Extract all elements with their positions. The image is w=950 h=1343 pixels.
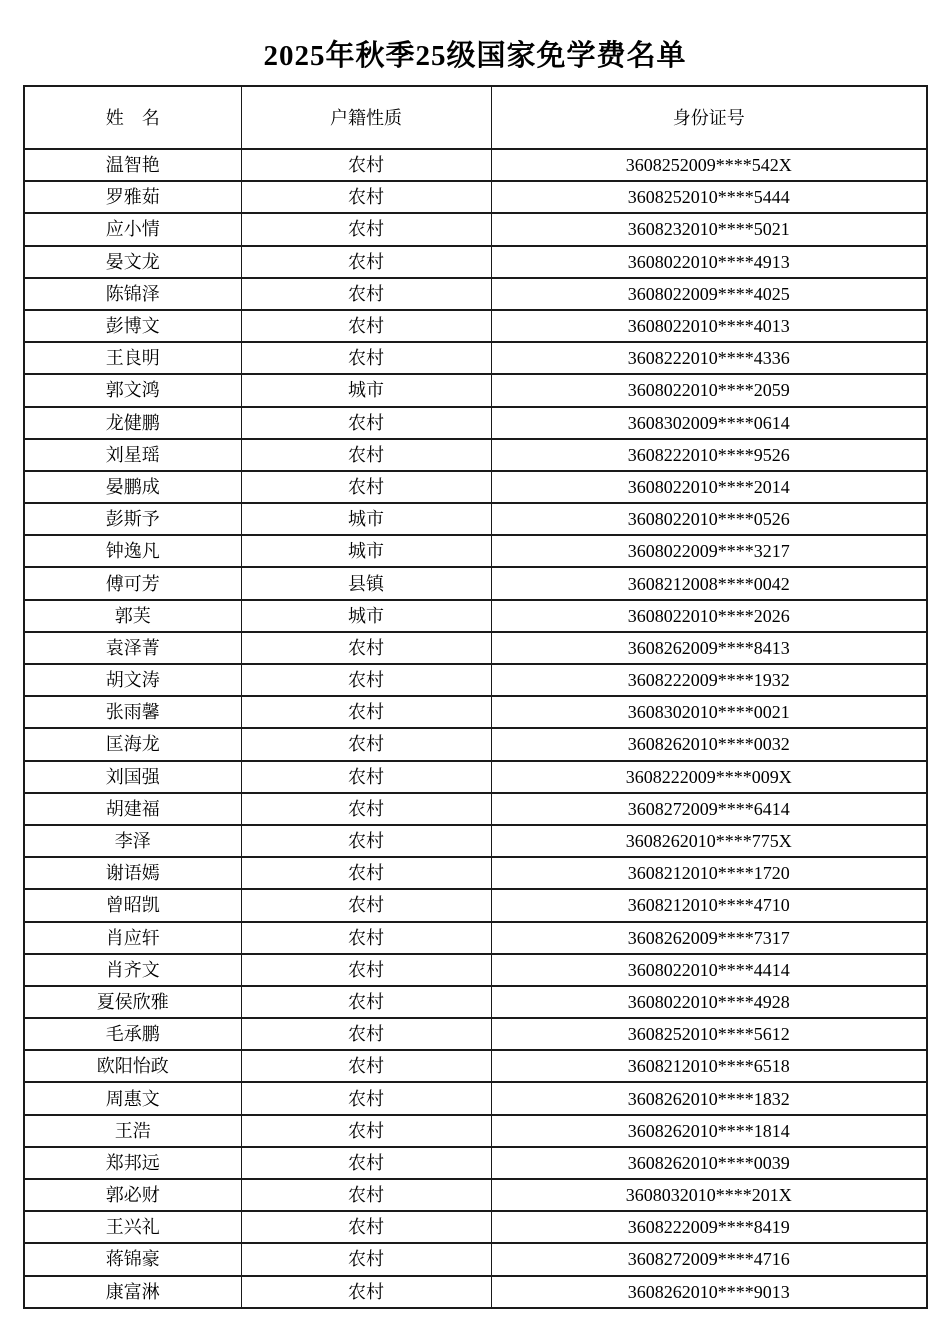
household-type-cell: 农村 [241,181,491,213]
table-row [24,503,927,535]
table-row [24,374,927,406]
table-row [24,1179,927,1211]
household-type-cell: 农村 [241,149,491,181]
id-number-cell: 3608302010****0021 [491,696,927,728]
table-row [24,1276,927,1308]
id-number-cell: 3608262010****1832 [491,1082,927,1114]
household-type-cell: 农村 [241,728,491,760]
name-cell: 钟逸凡 [24,535,241,567]
table-row [24,1050,927,1082]
name-cell: 王浩 [24,1115,241,1147]
id-number-cell: 3608272009****4716 [491,1243,927,1275]
id-number-cell: 3608272009****6414 [491,793,927,825]
name-cell: 彭博文 [24,310,241,342]
name-cell: 郭芙 [24,600,241,632]
id-number-cell: 3608262009****8413 [491,632,927,664]
table-row [24,954,927,986]
name-cell: 温智艳 [24,149,241,181]
name-cell: 胡文涛 [24,664,241,696]
name-cell: 张雨馨 [24,696,241,728]
household-type-cell: 农村 [241,342,491,374]
name-cell: 刘国强 [24,761,241,793]
column-header-id-number: 身份证号 [491,86,927,149]
household-type-cell: 城市 [241,374,491,406]
id-number-cell: 3608262010****0032 [491,728,927,760]
household-type-cell: 农村 [241,954,491,986]
id-number-cell: 3608222010****9526 [491,439,927,471]
table-row [24,1115,927,1147]
household-type-cell: 农村 [241,471,491,503]
id-number-cell: 3608032010****201X [491,1179,927,1211]
household-type-cell: 农村 [241,664,491,696]
table-row [24,149,927,181]
id-number-cell: 3608022010****2059 [491,374,927,406]
name-cell: 晏鹏成 [24,471,241,503]
household-type-cell: 农村 [241,857,491,889]
id-number-cell: 3608302009****0614 [491,407,927,439]
column-header-household-type: 户籍性质 [241,86,491,149]
household-type-cell: 农村 [241,825,491,857]
household-type-cell: 城市 [241,600,491,632]
id-number-cell: 3608212010****6518 [491,1050,927,1082]
household-type-cell: 农村 [241,761,491,793]
table-row [24,439,927,471]
household-type-cell: 农村 [241,439,491,471]
name-cell: 胡建福 [24,793,241,825]
household-type-cell: 农村 [241,889,491,921]
id-number-cell: 3608262009****7317 [491,922,927,954]
page-title: 2025年秋季25级国家免学费名单 [263,40,687,72]
name-cell: 夏侯欣雅 [24,986,241,1018]
id-number-cell: 3608232010****5021 [491,213,927,245]
name-cell: 肖齐文 [24,954,241,986]
table-row [24,857,927,889]
name-cell: 王良明 [24,342,241,374]
household-type-cell: 农村 [241,1147,491,1179]
name-cell: 晏文龙 [24,246,241,278]
name-cell: 郑邦远 [24,1147,241,1179]
name-cell: 匡海龙 [24,728,241,760]
id-number-cell: 3608252010****5612 [491,1018,927,1050]
table-row [24,728,927,760]
name-cell: 曾昭凯 [24,889,241,921]
name-cell: 李泽 [24,825,241,857]
table-row [24,696,927,728]
tuition-exemption-table [23,85,928,1309]
id-number-cell: 3608252009****542X [491,149,927,181]
household-type-cell: 农村 [241,1179,491,1211]
household-type-cell: 农村 [241,407,491,439]
id-number-cell: 3608022010****4928 [491,986,927,1018]
id-number-cell: 3608022010****2026 [491,600,927,632]
household-type-cell: 农村 [241,696,491,728]
household-type-cell: 农村 [241,246,491,278]
table-row [24,986,927,1018]
household-type-cell: 农村 [241,1243,491,1275]
id-number-cell: 3608222009****009X [491,761,927,793]
household-type-cell: 农村 [241,310,491,342]
name-cell: 郭必财 [24,1179,241,1211]
id-number-cell: 3608222010****4336 [491,342,927,374]
table-row [24,567,927,599]
table-row [24,1018,927,1050]
household-type-cell: 农村 [241,1050,491,1082]
table-row [24,1243,927,1275]
id-number-cell: 3608022010****4013 [491,310,927,342]
id-number-cell: 3608022010****4913 [491,246,927,278]
id-number-cell: 3608262010****775X [491,825,927,857]
name-cell: 彭斯予 [24,503,241,535]
name-cell: 周惠文 [24,1082,241,1114]
name-cell: 刘星瑶 [24,439,241,471]
id-number-cell: 3608262010****1814 [491,1115,927,1147]
household-type-cell: 农村 [241,986,491,1018]
name-cell: 谢语嫣 [24,857,241,889]
table-row [24,793,927,825]
name-cell: 毛承鹏 [24,1018,241,1050]
household-type-cell: 城市 [241,535,491,567]
id-number-cell: 3608022010****4414 [491,954,927,986]
table-row [24,761,927,793]
household-type-cell: 农村 [241,1115,491,1147]
table-row [24,310,927,342]
table-row [24,471,927,503]
table-row [24,181,927,213]
household-type-cell: 农村 [241,1018,491,1050]
household-type-cell: 农村 [241,1211,491,1243]
id-number-cell: 3608212010****1720 [491,857,927,889]
id-number-cell: 3608222009****8419 [491,1211,927,1243]
table-row [24,342,927,374]
name-cell: 王兴礼 [24,1211,241,1243]
id-number-cell: 3608252010****5444 [491,181,927,213]
id-number-cell: 3608022009****3217 [491,535,927,567]
table-row [24,825,927,857]
name-cell: 傅可芳 [24,567,241,599]
id-number-cell: 3608212008****0042 [491,567,927,599]
name-cell: 应小情 [24,213,241,245]
table-row [24,664,927,696]
column-header-name: 姓 名 [24,86,241,149]
household-type-cell: 农村 [241,1082,491,1114]
household-type-cell: 城市 [241,503,491,535]
table-row [24,1082,927,1114]
id-number-cell: 3608022010****0526 [491,503,927,535]
id-number-cell: 3608212010****4710 [491,889,927,921]
table-row [24,1147,927,1179]
name-cell: 欧阳怡政 [24,1050,241,1082]
household-type-cell: 农村 [241,793,491,825]
name-cell: 康富淋 [24,1276,241,1308]
household-type-cell: 农村 [241,213,491,245]
table-row [24,632,927,664]
household-type-cell: 农村 [241,922,491,954]
table-row [24,246,927,278]
table-row [24,889,927,921]
name-cell: 龙健鹏 [24,407,241,439]
name-cell: 蒋锦豪 [24,1243,241,1275]
table-row [24,213,927,245]
name-cell: 罗雅茹 [24,181,241,213]
name-cell: 陈锦泽 [24,278,241,310]
table-row [24,535,927,567]
id-number-cell: 3608022009****4025 [491,278,927,310]
table-row [24,922,927,954]
id-number-cell: 3608262010****9013 [491,1276,927,1308]
household-type-cell: 农村 [241,632,491,664]
id-number-cell: 3608222009****1932 [491,664,927,696]
name-cell: 郭文鸿 [24,374,241,406]
table-row [24,407,927,439]
table-row [24,1211,927,1243]
id-number-cell: 3608262010****0039 [491,1147,927,1179]
table-row [24,600,927,632]
id-number-cell: 3608022010****2014 [491,471,927,503]
name-cell: 肖应轩 [24,922,241,954]
household-type-cell: 县镇 [241,567,491,599]
table-row [24,278,927,310]
header-row [24,86,927,149]
household-type-cell: 农村 [241,278,491,310]
household-type-cell: 农村 [241,1276,491,1308]
name-cell: 袁泽菁 [24,632,241,664]
